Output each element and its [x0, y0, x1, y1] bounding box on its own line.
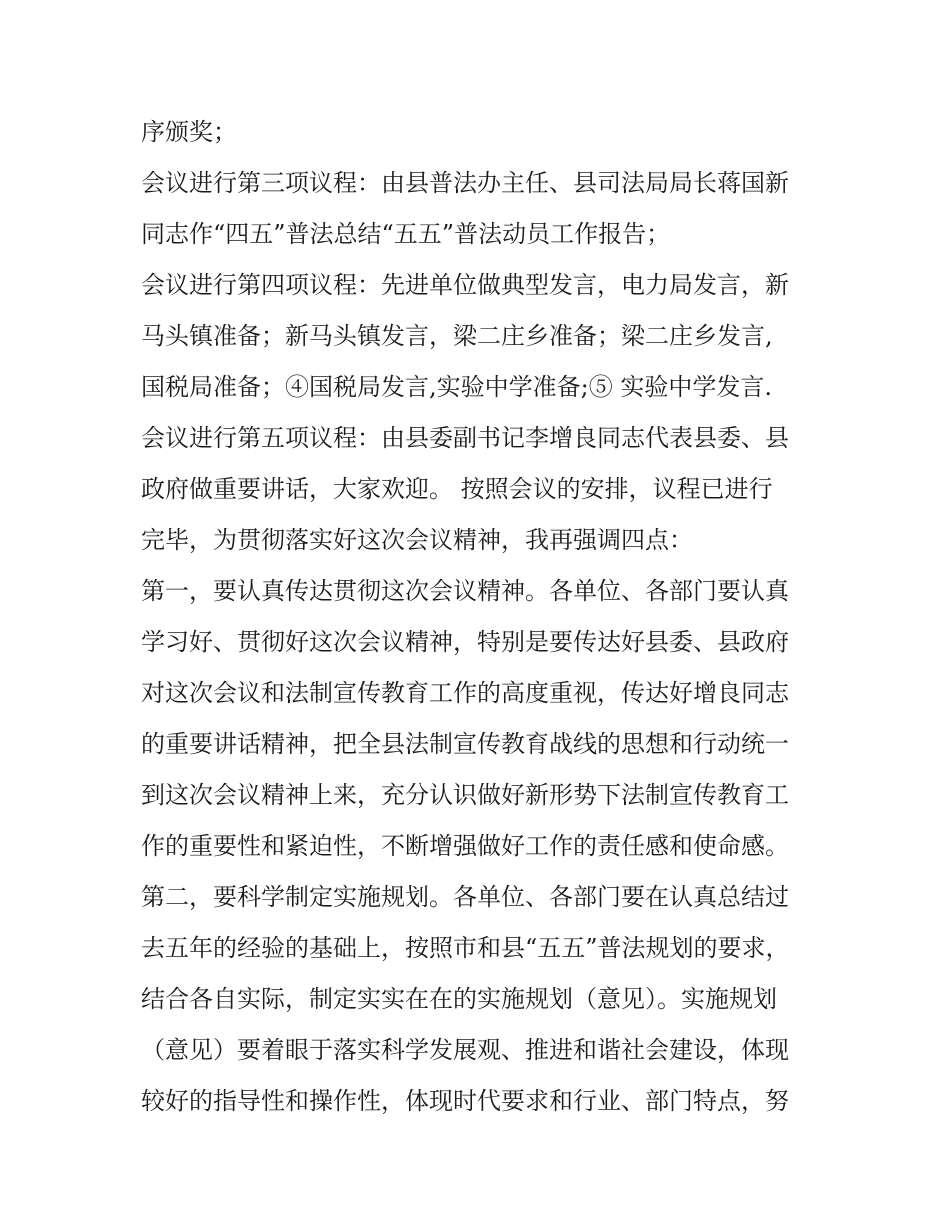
text-line: 作的重要性和紧迫性，不断增强做好工作的责任感和使命感。 — [141, 832, 789, 860]
text-line: 较好的指导性和操作性，体现时代要求和行业、部门特点，努 — [141, 1087, 789, 1115]
text-line: 完毕，为贯彻落实好这次会议精神，我再强调四点： — [141, 526, 693, 554]
text-line: 去五年的经验的基础上，按照市和县“五五”普法规划的要求， — [141, 934, 790, 962]
text-line: 序颁奖； — [141, 118, 237, 146]
text-line: 第二，要科学制定实施规划。各单位、各部门要在认真总结过 — [141, 883, 789, 911]
text-line: 同志作“四五”普法总结“五五”普法动员工作报告； — [141, 220, 671, 248]
text-line: 会议进行第四项议程：先进单位做典型发言，电力局发言，新 — [141, 271, 789, 299]
text-line: 到这次会议精神上来，充分认识做好新形势下法制宣传教育工 — [141, 781, 789, 809]
text-line: 学习好、贯彻好这次会议精神，特别是要传达好县委、县政府 — [141, 628, 789, 656]
text-line: 会议进行第五项议程：由县委副书记李增良同志代表县委、县 — [141, 424, 789, 452]
text-line: （意见）要着眼于落实科学发展观、推进和谐社会建设，体现 — [141, 1036, 789, 1064]
text-line: 结合各自实际，制定实实在在的实施规划（意见）。实施规划 — [141, 985, 777, 1013]
text-line: 第一，要认真传达贯彻这次会议精神。各单位、各部门要认真 — [141, 577, 789, 605]
text-line: 政府做重要讲话，大家欢迎。 按照会议的安排，议程已进行 — [141, 475, 773, 503]
text-line: 的重要讲话精神，把全县法制宣传教育战线的思想和行动统一 — [141, 730, 789, 758]
text-line: 对这次会议和法制宣传教育工作的高度重视，传达好增良同志 — [141, 679, 789, 707]
text-line: 国税局准备；④国税局发言,实验中学准备;⑤ 实验中学发言. — [141, 373, 772, 401]
text-line: 会议进行第三项议程：由县普法办主任、县司法局局长蒋国新 — [141, 169, 789, 197]
document-body — [141, 107, 821, 1127]
text-line: 马头镇准备；新马头镇发言，梁二庄乡准备；梁二庄乡发言, — [141, 322, 773, 350]
